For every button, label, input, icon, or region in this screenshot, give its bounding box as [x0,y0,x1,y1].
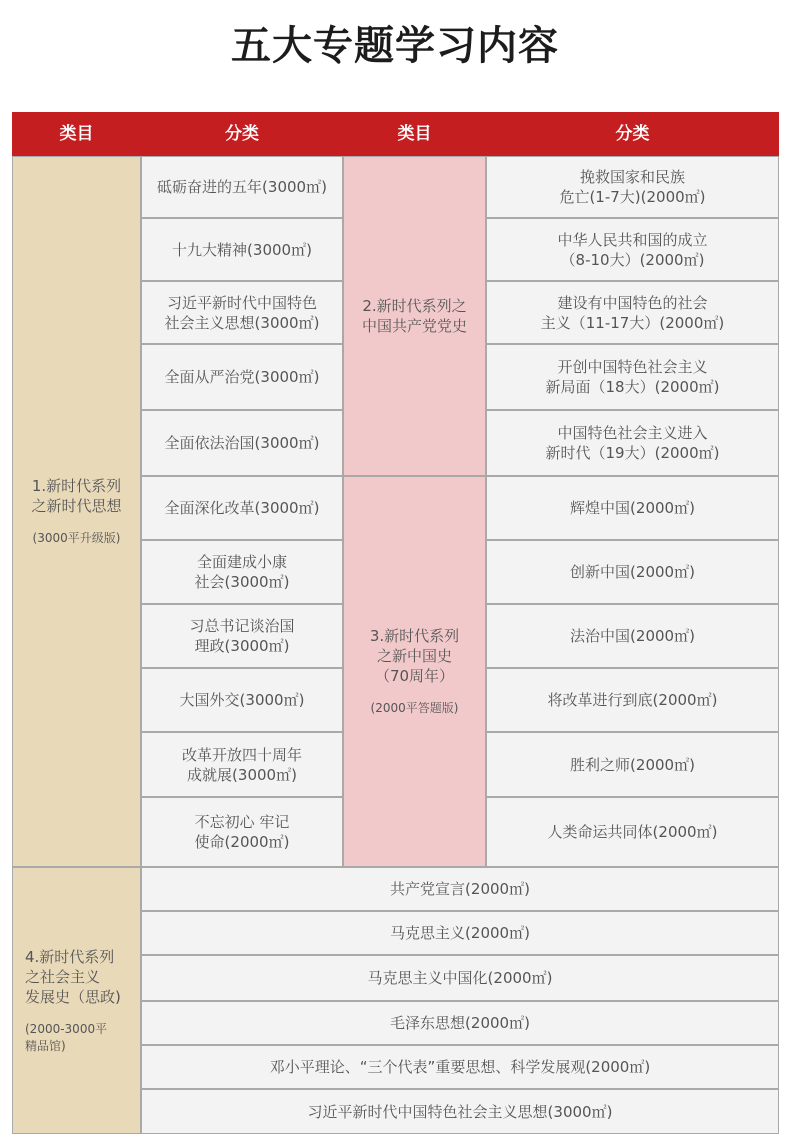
category-3-name-line3: （70周年） [374,667,455,685]
header-category-1: 类目 [12,112,141,156]
category-4-note-line1: (2000-3000平 [25,1021,108,1036]
list-item: 习总书记谈治国 理政(3000㎡) [141,604,343,668]
list-item: 建设有中国特色的社会 主义（11-17大）(2000㎡) [486,281,779,344]
list-item: 挽救国家和民族 危亡(1-7大)(2000㎡) [486,156,779,218]
category-1-name-line2: 之新时代思想 [31,497,122,515]
page-title: 五大专题学习内容 [231,23,559,69]
category-4-name-line3: 发展史（思政) [25,987,121,1006]
list-item: 开创中国特色社会主义 新局面（18大）(2000㎡) [486,344,779,410]
list-item: 习近平新时代中国特色 社会主义思想(3000㎡) [141,281,343,344]
list-item: 十九大精神(3000㎡) [141,218,343,281]
table-row: 共产党宣言(2000㎡) [141,867,779,911]
category-4 [12,867,141,1134]
list-item: 人类命运共同体(2000㎡) [486,797,779,867]
list-item: 创新中国(2000㎡) [486,540,779,604]
category-4-note-line2: 精品馆) [25,1038,66,1053]
list-item: 大国外交(3000㎡) [141,668,343,732]
category-2 [343,156,486,476]
table-row: 马克思主义(2000㎡) [141,911,779,955]
category-4-name-line1: 4.新时代系列 [25,947,115,966]
list-item: 胜利之师(2000㎡) [486,732,779,797]
category-3-name-line2: 之新中国史 [376,647,452,665]
list-item: 全面深化改革(3000㎡) [141,476,343,540]
header-subcategory-1: 分类 [141,112,343,156]
category-2-name-line1: 2.新时代系列之 [362,297,467,315]
category-1-name-line1: 1.新时代系列 [31,477,122,495]
category-2-name-line2: 中国共产党党史 [361,317,467,335]
list-item: 中华人民共和国的成立 （8-10大）(2000㎡) [486,218,779,281]
table-row: 毛泽东思想(2000㎡) [141,1001,779,1045]
table-row: 邓小平理论、“三个代表”重要思想、科学发展观(2000㎡) [141,1045,779,1089]
topics-table [12,112,779,1134]
header-subcategory-2: 分类 [486,112,779,156]
category-3 [343,476,486,867]
list-item: 全面建成小康 社会(3000㎡) [141,540,343,604]
list-item: 全面从严治党(3000㎡) [141,344,343,410]
list-item: 辉煌中国(2000㎡) [486,476,779,540]
table-row: 马克思主义中国化(2000㎡) [141,955,779,1001]
category-3-note: (2000平答题版) [370,701,459,715]
header-category-2: 类目 [343,112,486,156]
list-item: 将改革进行到底(2000㎡) [486,668,779,732]
category-1-note: (3000平升级版) [32,531,121,545]
list-item: 砥砺奋进的五年(3000㎡) [141,156,343,218]
list-item: 全面依法治国(3000㎡) [141,410,343,476]
list-item: 中国特色社会主义进入 新时代（19大）(2000㎡) [486,410,779,476]
list-item: 法治中国(2000㎡) [486,604,779,668]
table-row: 习近平新时代中国特色社会主义思想(3000㎡) [141,1089,779,1134]
category-4-name-line2: 之社会主义 [25,967,101,986]
category-1 [12,156,141,867]
list-item: 不忘初心 牢记 使命(2000㎡) [141,797,343,867]
list-item: 改革开放四十周年 成就展(3000㎡) [141,732,343,797]
category-3-name-line1: 3.新时代系列 [369,627,460,645]
